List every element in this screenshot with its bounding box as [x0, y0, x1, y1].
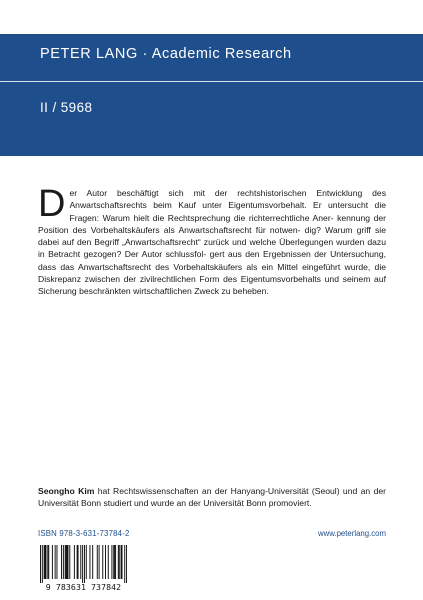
header-divider	[0, 81, 423, 82]
barcode-bar	[105, 545, 106, 579]
barcode-bar	[111, 545, 112, 579]
barcode-bar	[115, 545, 116, 579]
barcode-bar	[55, 545, 56, 579]
barcode-bar	[97, 545, 98, 579]
isbn: ISBN 978-3-631-73784-2	[38, 529, 130, 538]
drop-cap: D	[38, 183, 66, 225]
abstract-line: Vorbehaltskäufers als ein Mittel eingeführt wurde, die Diskrepanz zwischen	[38, 261, 387, 285]
barcode-bar	[126, 545, 127, 583]
abstract-text	[38, 183, 387, 298]
abstract-line: die Fragen: Warum hielt die Rechtsprechung die richterrechtliche Aner-	[69, 200, 387, 223]
abstract-line: gert aus den Ergebnissen der Untersuchung, dass das Anwartschaftsrecht des	[38, 249, 386, 272]
abstract-line: dig? Warum griff sie dabei auf den Begriff „Anwartschaftsrecht“ zurück und	[38, 224, 386, 248]
publisher-website-link[interactable]: www.peterlang.com	[317, 529, 386, 538]
barcode-bar	[102, 545, 103, 579]
barcode-bar	[40, 545, 41, 583]
barcode-bar	[48, 545, 49, 579]
barcode-bar	[92, 545, 93, 579]
barcode-bar	[114, 545, 115, 579]
barcode-bar	[89, 545, 90, 579]
barcode-digits: 9 783631 737842	[45, 582, 122, 592]
barcode-bar	[65, 545, 66, 579]
series-label: PETER LANG · Academic Research	[40, 46, 292, 62]
barcode-bar	[124, 545, 125, 583]
barcode-bar	[63, 545, 64, 579]
barcode-bar	[67, 545, 68, 579]
barcode-bar	[122, 545, 123, 579]
barcode	[34, 542, 133, 594]
author-name: Seongho Kim	[38, 486, 95, 496]
barcode-bar	[45, 545, 46, 579]
barcode-bars	[40, 545, 127, 583]
barcode-bar	[113, 545, 114, 579]
barcode-bar	[121, 545, 122, 579]
barcode-bar	[66, 545, 67, 579]
barcode-bar	[45, 545, 46, 579]
abstract-line: der zivilrechtlichen Form des Eigentumsvorbehalts und seinem auf Sicherung	[38, 274, 387, 297]
barcode-bar	[44, 545, 45, 579]
author-bio	[38, 485, 386, 510]
barcode-bar	[42, 545, 43, 583]
abstract-line: Anwartschaftsrechts beim Kauf unter Eigentumsvorbehalt. Er untersucht	[69, 200, 369, 211]
barcode-bar	[84, 545, 85, 583]
barcode-bar	[82, 545, 83, 583]
abstract-line: kennung der Position des Vorbehaltskäufers als Anwartschaftsrecht für notwen-	[38, 212, 386, 235]
barcode-bar	[56, 545, 57, 579]
abstract-line: er Autor beschäftigt sich mit der rechtshistorischen Entwicklung des	[69, 188, 386, 198]
barcode-bar	[47, 545, 48, 579]
abstract-line: welche Überlegungen wurden dazu in Betracht gezogen? Der Autor schlussfol-	[38, 237, 386, 260]
author-bio-line: hat Rechtswissenschaften an der Hanyang-Universität (Seoul) und	[94, 486, 358, 496]
series-number: II / 5968	[40, 100, 93, 115]
barcode-bar	[78, 545, 79, 579]
barcode-bar	[61, 545, 62, 579]
barcode-bar	[99, 545, 100, 579]
barcode-bar	[86, 545, 87, 579]
author-bio-line: an der Universität Bonn studiert und wurde an der Universität Bonn promoviert.	[38, 486, 387, 509]
barcode-bar	[108, 545, 109, 579]
barcode-bar	[69, 545, 70, 579]
barcode-bar	[52, 545, 53, 579]
barcode-bar	[77, 545, 78, 579]
barcode-bar	[80, 545, 81, 579]
barcode-bar	[74, 545, 75, 579]
barcode-bar	[67, 545, 68, 579]
barcode-bar	[118, 545, 119, 579]
abstract-line: beschränkten wirtschaftlichen Zweck zu beheben.	[79, 286, 269, 297]
barcode-bar	[119, 545, 120, 579]
